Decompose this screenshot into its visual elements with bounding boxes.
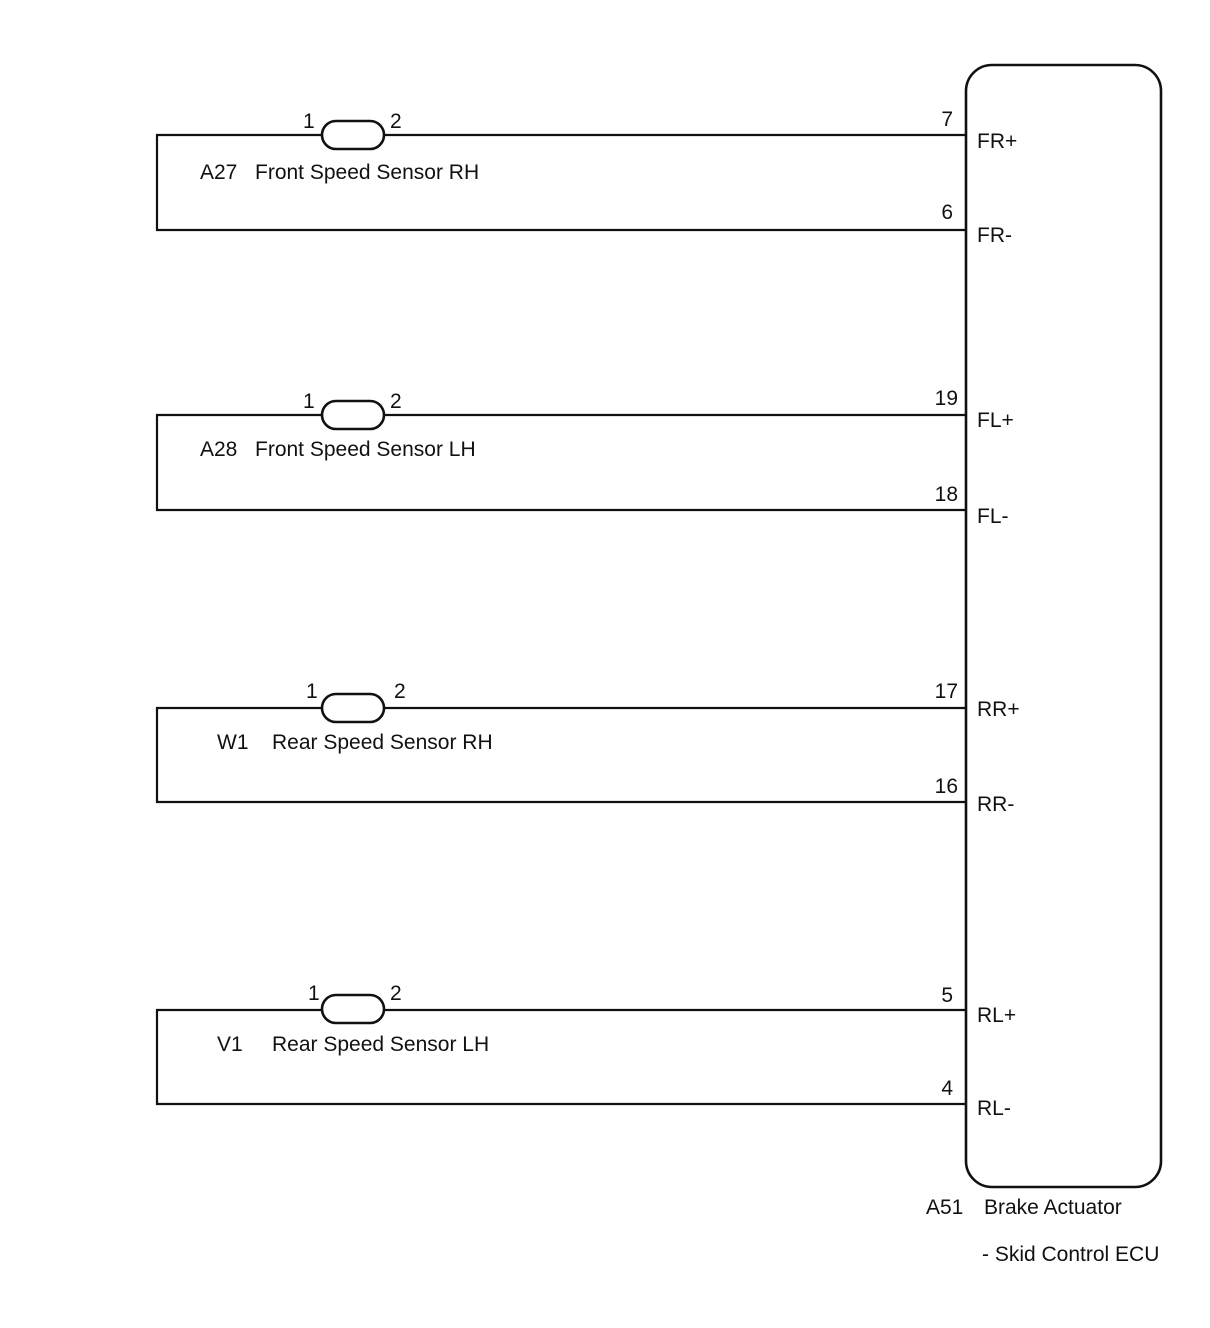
sensor-body (322, 995, 384, 1023)
sensor-name: Front Speed Sensor RH (255, 161, 480, 184)
sensor-name: Rear Speed Sensor LH (272, 1033, 490, 1056)
ecu-name: Brake Actuator (984, 1196, 1122, 1219)
sensor-pin-1: 1 (306, 680, 318, 703)
ecu-code: A51 (926, 1196, 964, 1219)
sensor-name: Rear Speed Sensor RH (272, 731, 493, 754)
sensor-pin-2: 2 (390, 982, 402, 1005)
sensor-circuit-a28 (157, 387, 1014, 528)
sensor-pin-2: 2 (390, 110, 402, 133)
sensor-wire-loop (157, 708, 966, 802)
ecu-pin-minus: 6 (941, 201, 953, 224)
ecu-signal-minus: RL- (977, 1097, 1011, 1120)
sensor-pin-2: 2 (394, 680, 406, 703)
ecu-pin-minus: 18 (934, 483, 958, 506)
ecu-signal-minus: FR- (977, 224, 1012, 247)
ecu-signal-minus: RR- (977, 793, 1015, 816)
ecu-pin-minus: 16 (934, 775, 958, 798)
sensor-pin-2: 2 (390, 390, 402, 413)
sensor-circuit-w1 (157, 680, 1020, 816)
sensor-wire-loop (157, 1010, 966, 1104)
sensor-wire-loop (157, 415, 966, 510)
ecu-pin-plus: 19 (934, 387, 958, 410)
ecu-signal-minus: FL- (977, 505, 1009, 528)
ecu-signal-plus: FL+ (977, 409, 1014, 432)
sensor-pin-1: 1 (303, 110, 315, 133)
sensor-body (322, 401, 384, 429)
ecu-subname: - Skid Control ECU (982, 1243, 1160, 1266)
ecu-pin-minus: 4 (941, 1077, 953, 1100)
ecu-pin-plus: 17 (934, 680, 958, 703)
ecu-signal-plus: RL+ (977, 1004, 1017, 1027)
sensor-code: A28 (200, 438, 238, 461)
ecu-pin-plus: 7 (941, 108, 953, 131)
sensor-body (322, 694, 384, 722)
sensor-pin-1: 1 (303, 390, 315, 413)
ecu-signal-plus: FR+ (977, 130, 1018, 153)
sensor-code: A27 (200, 161, 238, 184)
sensor-code: W1 (217, 731, 249, 754)
ecu-signal-plus: RR+ (977, 698, 1020, 721)
sensor-pin-1: 1 (308, 982, 320, 1005)
sensor-circuit-v1 (157, 982, 1016, 1120)
sensor-name: Front Speed Sensor LH (255, 438, 476, 461)
sensor-code: V1 (217, 1033, 243, 1056)
sensor-circuit-a27 (157, 108, 1017, 247)
sensor-body (322, 121, 384, 149)
ecu-pin-plus: 5 (941, 984, 953, 1007)
